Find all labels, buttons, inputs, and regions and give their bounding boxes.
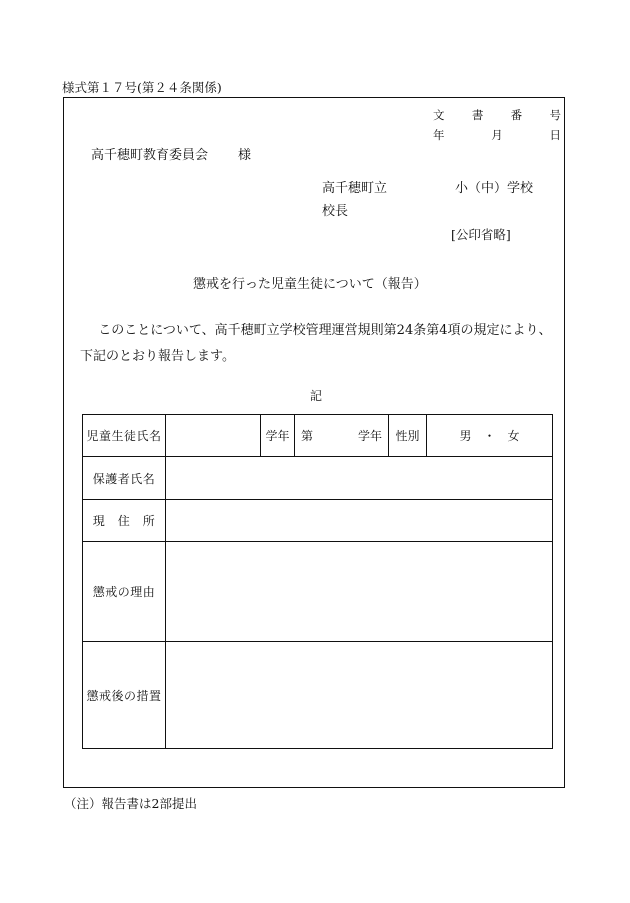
student-name-label: 児童生徒氏名 — [83, 415, 166, 457]
sender-school-type: 小（中）学校 — [455, 181, 534, 196]
address-label: 現 住 所 — [83, 500, 166, 542]
report-table — [82, 414, 553, 749]
student-name-field[interactable] — [166, 415, 261, 457]
date-line — [433, 127, 561, 143]
date-year-char: 年 — [433, 128, 445, 142]
addressee-honorific: 様 — [238, 148, 252, 163]
ki-label: 記 — [310, 389, 323, 403]
body-paragraph: このことについて、高千穂町立学校管理運営規則第24条第4項の規定により、下記のとおり報告します。 — [80, 323, 552, 364]
gender-options[interactable]: 男 ・ 女 — [427, 415, 553, 457]
discipline-reason-field[interactable] — [166, 542, 553, 642]
seal-omitted-note: [公印省略] — [451, 227, 511, 242]
table-row — [83, 415, 553, 457]
grade-suffix: 学年 — [357, 429, 382, 443]
date-day-char: 日 — [549, 128, 561, 142]
sender-principal: 校長 — [322, 204, 349, 219]
discipline-reason-label: 懲戒の理由 — [83, 542, 166, 642]
document-number-char: 書 — [471, 108, 484, 122]
table-row — [83, 642, 553, 749]
addressee-name: 高千穂町教育委員会 — [91, 148, 209, 163]
table-row — [83, 542, 553, 642]
address-field[interactable] — [166, 500, 553, 542]
post-discipline-measures-field[interactable] — [166, 642, 553, 749]
guardian-name-field[interactable] — [166, 457, 553, 500]
document-number-line — [433, 107, 561, 123]
document-number-char: 文 — [433, 108, 445, 122]
table-row — [83, 500, 553, 542]
guardian-name-label: 保護者氏名 — [83, 457, 166, 500]
gender-label: 性別 — [389, 415, 427, 457]
date-month-char: 月 — [491, 128, 503, 142]
grade-label: 学年 — [261, 415, 295, 457]
document-title: 懲戒を行った児童生徒について（報告） — [193, 277, 427, 292]
form-number: 様式第１７号(第２４条関係) — [62, 80, 222, 95]
post-discipline-measures-label: 懲戒後の措置 — [83, 642, 166, 749]
sender-town-public: 高千穂町立 — [322, 181, 388, 196]
grade-prefix: 第 — [301, 429, 314, 443]
document-number-char: 号 — [549, 108, 561, 122]
document-number-char: 番 — [510, 108, 523, 122]
table-row — [83, 457, 553, 500]
grade-field[interactable] — [295, 415, 389, 457]
footnote: （注）報告書は2部提出 — [64, 796, 197, 811]
